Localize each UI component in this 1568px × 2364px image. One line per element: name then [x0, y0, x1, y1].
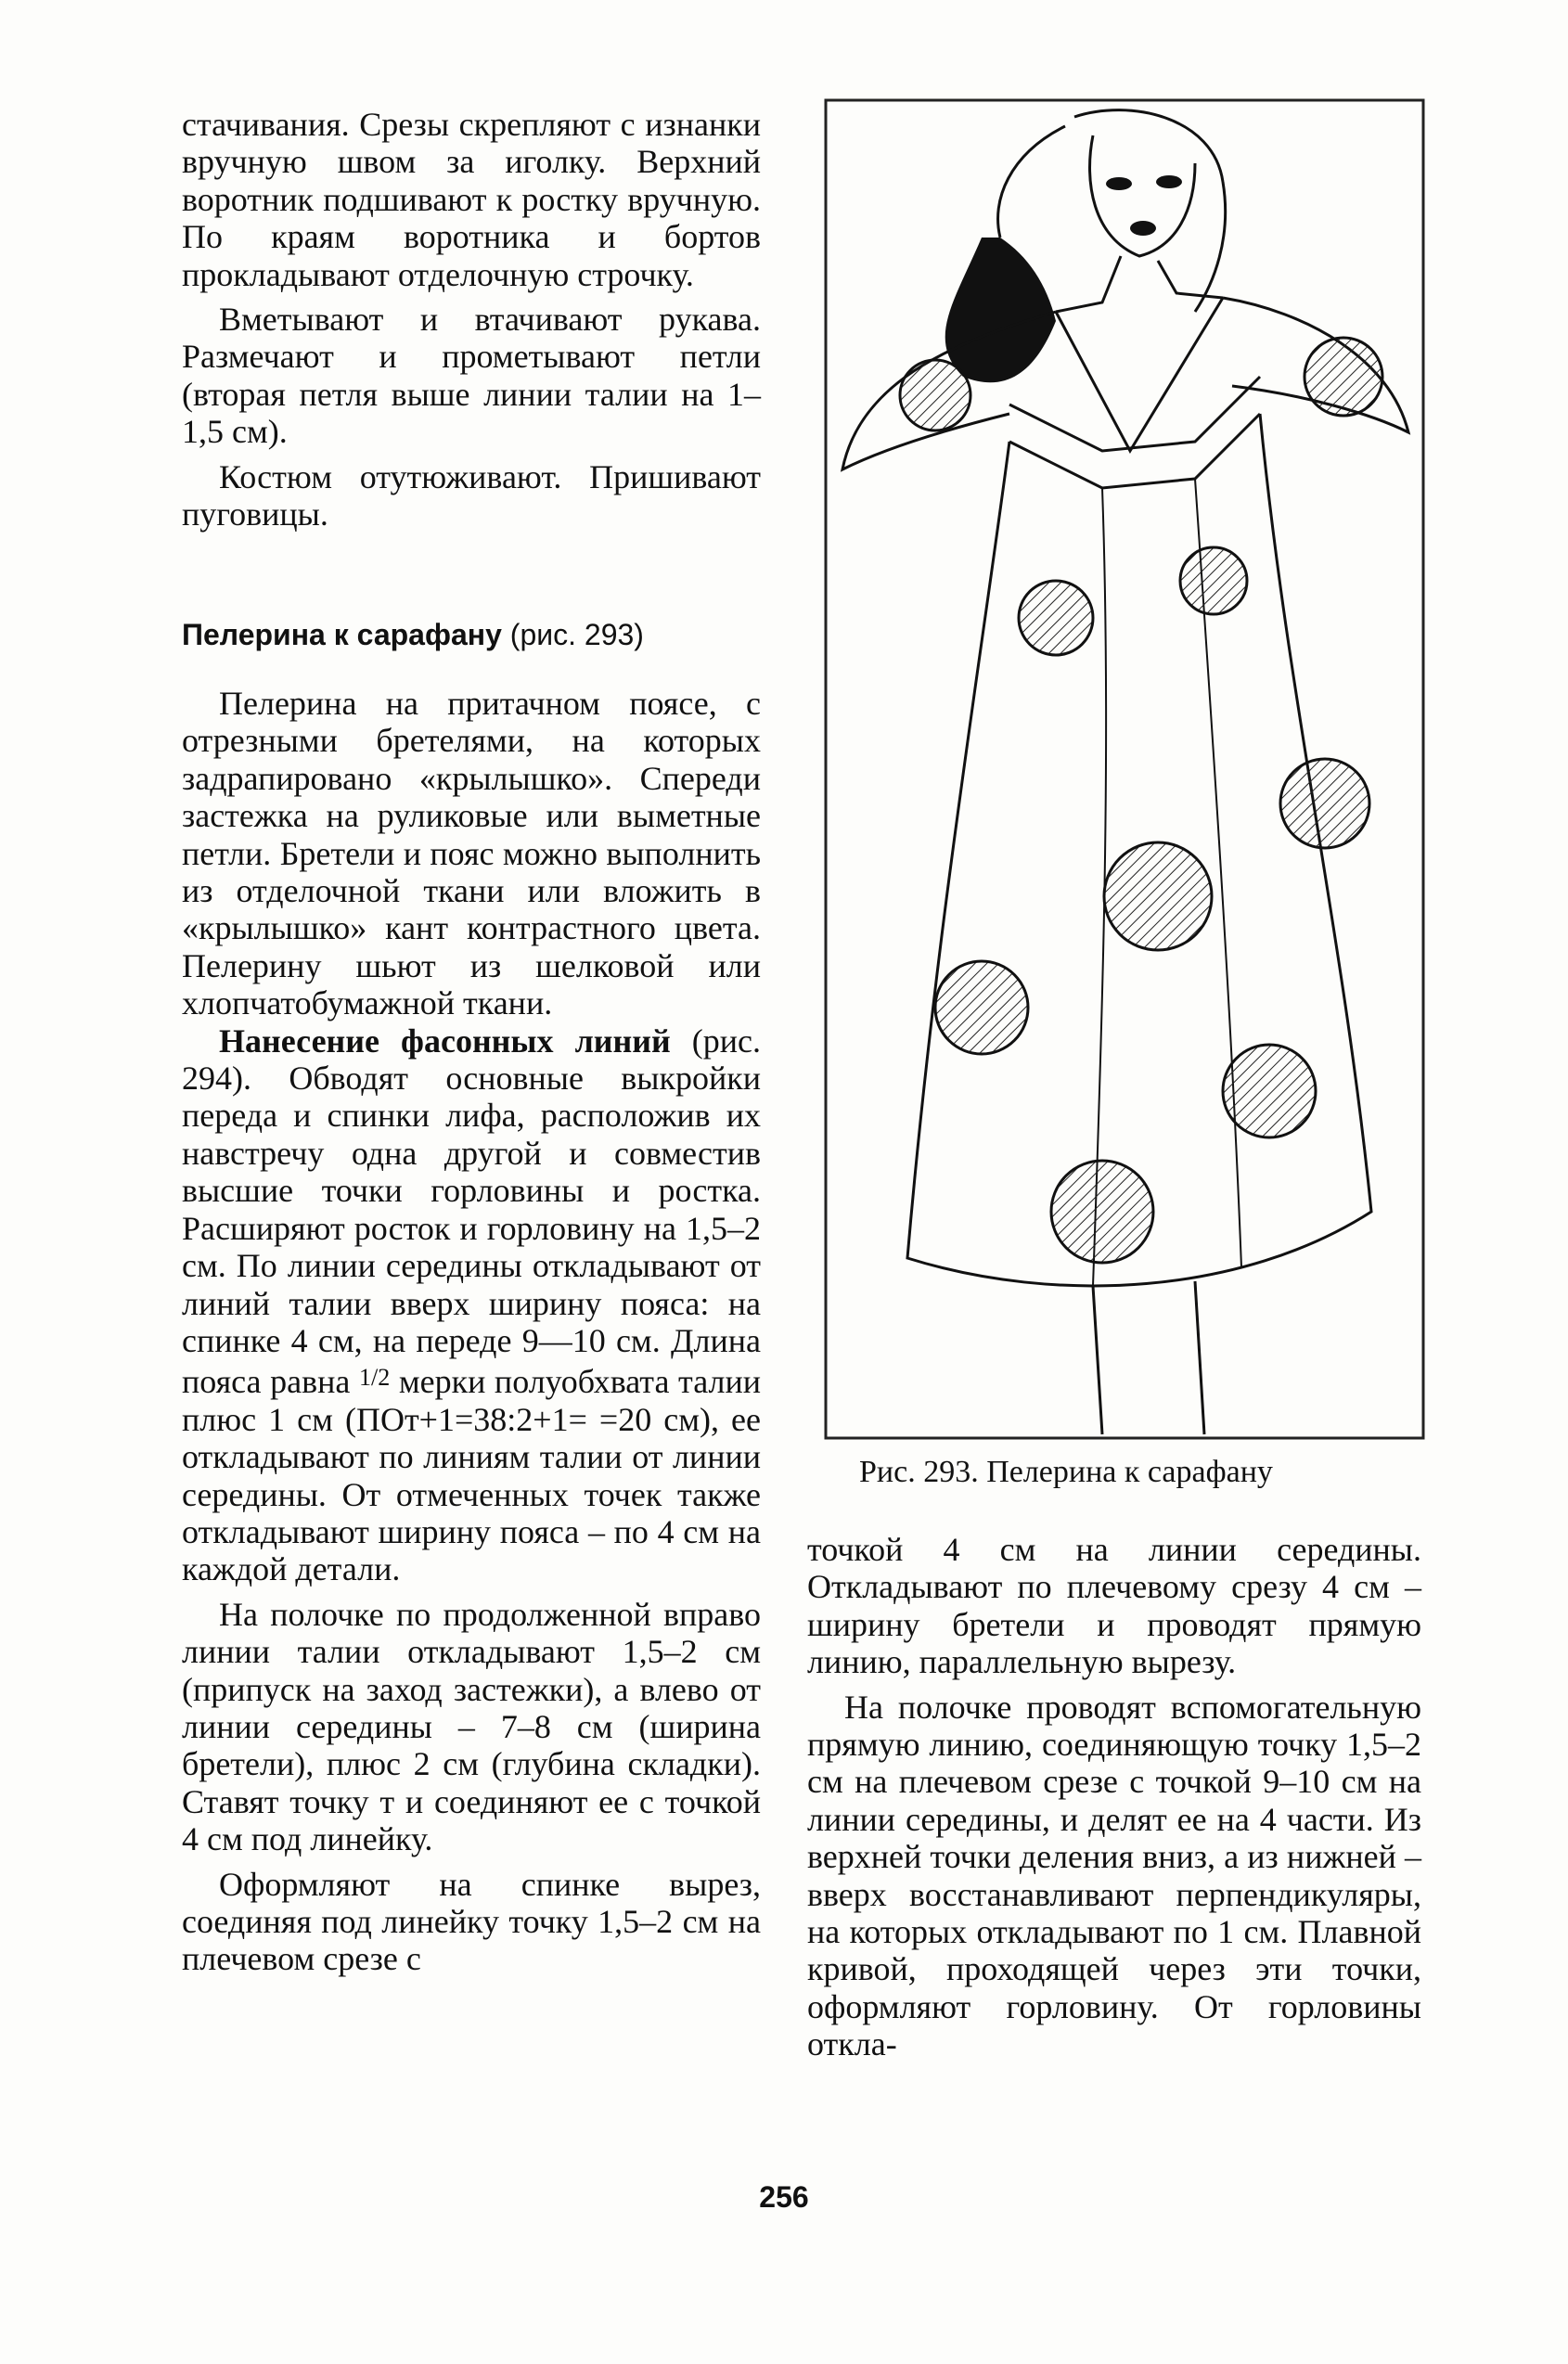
paragraph: На полочке проводят вспомогательную прямую линию, соединяющую точку 1,5–2 см на плечевом срезе с точкой 9–10 см на линии середины, и делят ее на 4 части. Из верхней точки деления вниз, а из нижней – вверх восстанавливают перпендикуляры, на которых откладывают по 1 см. Плавной кривой, проходящей через эти точки, оформляют горловину. От горловины откла- — [807, 1688, 1421, 2063]
page-number: 256 — [759, 2180, 809, 2214]
polka-dot — [900, 360, 970, 430]
section-heading-title: Пелерина к сарафану — [182, 618, 502, 651]
polka-dot — [1180, 547, 1247, 614]
polka-dot — [935, 961, 1028, 1054]
paragraph: стачивания. Срезы скрепляют с изнанки вручную швом за иголку. Верхний воротник подшивают к ростку вручную. По краям воротника и бортов прокладывают отделочную строчку. — [182, 106, 761, 293]
paragraph-text: мерки полуобхвата талии плюс 1 см (ПОт+1=38:2+1= =20 см), ее откладывают по линиям талии от линии середины. От отмеченных точек также откладывают ширину пояса – по 4 см на каждой детали. — [182, 1363, 762, 1588]
paragraph: Костюм отутюживают. Пришивают пуговицы. — [182, 457, 761, 533]
face-outline — [1090, 135, 1195, 256]
left-column-top-text — [182, 106, 761, 533]
figure-293-illustration — [824, 98, 1425, 1440]
paragraph — [182, 1022, 761, 1588]
paragraph: Пелерина на притачном поясе, с отрезными бретелями, на которых задрапировано «крылышко». Спереди застежка на руликовые или выметные петли. Бретели и пояс можно выполнить из отделочной ткани или вложить в «крылышко» кант контрастного цвета. Пелерину шьют из шелковой или хлопчатобумажной ткани. — [182, 685, 761, 1022]
polka-dot — [1019, 581, 1093, 655]
hair-shape — [945, 238, 1056, 382]
paragraph: На полочке по продолженной вправо линии талии откладывают 1,5–2 см (припуск на заход застежки), а влево от линии середины – 7–8 см (ширина бретели), плюс 2 см (глубина складки). Ставят точку т и соединяют ее с точкой 4 см под линейку. — [182, 1595, 761, 1858]
polka-dot — [1051, 1161, 1153, 1263]
polka-dot — [1223, 1045, 1316, 1137]
neckline — [1056, 298, 1223, 451]
paragraph-text: (рис. 294). Обводят основные выкройки переда и спинки лифа, расположив их навстречу одна другой и совместив высшие точки горловины и ростка. Расширяют росток и горловину на 1,5–2 см. По линии середины откладывают от линий талии вверх ширину пояса: на спинке 4 см, на переде 9—10 см. Длина пояса равна — [182, 1021, 761, 1401]
polka-dot — [1280, 759, 1369, 848]
illustration-svg — [824, 98, 1425, 1440]
left-column-bottom-text — [182, 685, 761, 1978]
paragraph: точкой 4 см на линии середины. Откладывают по плечевому срезу 4 см – ширину бретели и проводят прямую линию, параллельную вырезу. — [807, 1531, 1421, 1681]
right-column-bottom-text — [807, 1531, 1421, 2063]
figure-caption: Рис. 293. Пелерина к сарафану — [859, 1455, 1273, 1489]
polka-dot — [1104, 842, 1212, 950]
polka-dot — [1305, 338, 1382, 416]
paragraph: Оформляют на спинке вырез, соединяя под линейку точку 1,5–2 см на плечевом срезе с — [182, 1865, 761, 1978]
fraction: 1/2 — [358, 1364, 391, 1392]
section-heading — [182, 618, 644, 652]
waistband — [1009, 414, 1260, 488]
section-heading-ref: (рис. 293) — [509, 618, 644, 651]
paragraph-bold-lead: Нанесение фасонных линий — [219, 1021, 671, 1060]
paragraph: Вметывают и втачивают рукава. Размечают и прометывают петли (вторая петля выше линии талии на 1–1,5 см). — [182, 301, 761, 451]
